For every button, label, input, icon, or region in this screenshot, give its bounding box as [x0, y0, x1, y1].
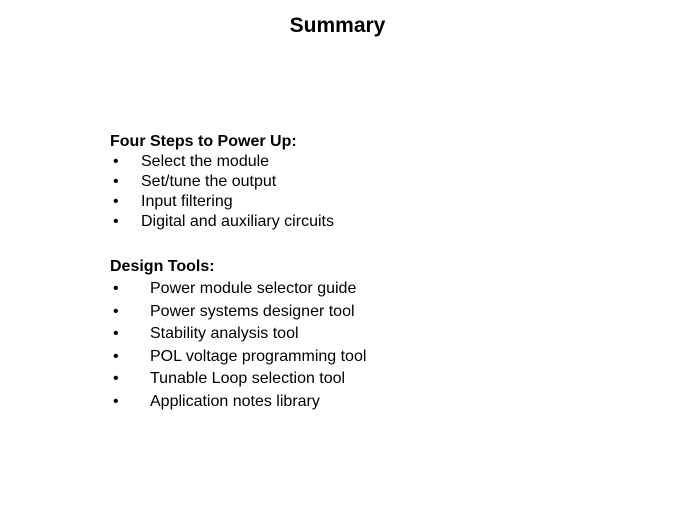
list-item-text: Stability analysis tool [150, 325, 299, 342]
list-item [110, 172, 334, 192]
power-up-steps-section [110, 132, 334, 232]
list-item [110, 323, 366, 346]
bullet-icon: • [113, 173, 119, 190]
list-item-text: Input filtering [141, 193, 233, 210]
bullet-icon: • [113, 325, 119, 342]
list-item [110, 212, 334, 232]
list-item [110, 368, 366, 391]
list-item-text: Tunable Loop selection tool [150, 370, 346, 387]
list-item [110, 301, 366, 324]
bullet-icon: • [113, 193, 119, 210]
list-item [110, 278, 366, 301]
bullet-icon: • [113, 392, 119, 410]
list-item-text: Power module selector guide [150, 280, 357, 297]
list-item-text: POL voltage programming tool [150, 347, 367, 365]
power-up-steps-heading: Four Steps to Power Up: [110, 133, 297, 150]
list-item [110, 152, 334, 172]
design-tools-section [110, 257, 366, 413]
list-item [110, 192, 334, 212]
bullet-icon: • [113, 280, 119, 297]
bullet-icon: • [113, 213, 119, 230]
list-item [110, 346, 366, 369]
bullet-icon: • [113, 347, 119, 365]
design-tools-list [110, 278, 366, 413]
slide-title: Summary [289, 14, 386, 37]
design-tools-heading: Design Tools: [110, 258, 215, 275]
power-up-steps-list [110, 152, 334, 232]
bullet-icon: • [113, 302, 119, 320]
list-item-text: Digital and auxiliary circuits [141, 213, 334, 230]
bullet-icon: • [113, 153, 119, 170]
list-item-text: Power systems designer tool [150, 302, 355, 320]
list-item-text: Select the module [141, 153, 270, 170]
list-item [110, 391, 366, 414]
bullet-icon: • [113, 370, 119, 387]
list-item-text: Set/tune the output [141, 173, 277, 190]
list-item-text: Application notes library [150, 392, 320, 410]
